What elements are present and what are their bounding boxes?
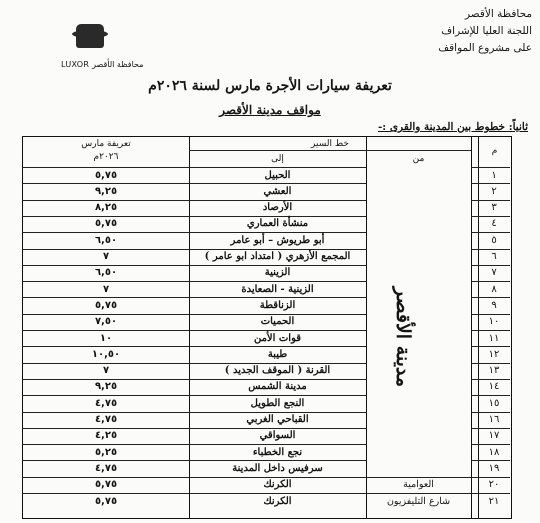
fare-cell: ٨,٢٥: [94, 202, 118, 214]
fare-year-header: ٢٠٢٦م: [93, 152, 119, 162]
row-number-cell: ١١: [488, 332, 500, 344]
fare-cell: ٤,٧٥: [94, 397, 118, 409]
row-number-cell: ١٣: [488, 365, 500, 377]
destination-cell: النجع الطويل: [250, 397, 305, 409]
destination-cell: نجع الخطباء: [252, 446, 303, 458]
destination-cell: مدينة الشمس: [248, 381, 307, 393]
destination-cell: القرنة ( الموقف الجديد ): [224, 365, 331, 377]
fare-cell: ٥,٧٥: [94, 495, 118, 507]
origin-cell: شارع التليفزيون: [386, 495, 451, 507]
row-number-cell: ١٨: [488, 446, 500, 458]
destination-cell: الحميات: [260, 316, 295, 328]
page-title: تعريفة سيارات الأجرة مارس لسنة ٢٠٢٦م: [148, 78, 392, 94]
fare-cell: ٤,٧٥: [94, 462, 118, 474]
destination-cell: العشي: [263, 185, 292, 197]
fare-cell: ٧: [102, 283, 110, 295]
row-number-cell: ٧: [491, 267, 497, 279]
fare-cell: ٧: [102, 251, 110, 262]
number-header: م: [491, 146, 498, 156]
governorate-logo: [30, 16, 144, 69]
logo-text: LUXOR محافظة الأقصر: [61, 60, 144, 69]
fare-cell: ٤,٧٥: [94, 414, 118, 425]
destination-cell: الأرصاد: [262, 202, 293, 214]
page-subtitle: مواقف مدينة الأقصر: [219, 103, 321, 117]
destination-cell: الكرنك: [263, 479, 292, 491]
row-number-cell: ٤: [491, 218, 497, 230]
fare-cell: ١٠: [99, 332, 113, 344]
row-number-cell: ٩: [491, 299, 497, 311]
row-number-cell: ٣: [491, 202, 497, 214]
section-heading: ثانياً: خطوط بين المدينة والقرى :-: [377, 121, 528, 133]
fare-cell: ٤,٢٥: [94, 430, 118, 442]
destination-cell: السواقي: [259, 430, 296, 442]
row-number-cell: ١٥: [488, 397, 500, 409]
row-number-cell: ٨: [491, 283, 497, 295]
destination-cell: الزينية: [264, 267, 291, 279]
table-divider: [366, 137, 367, 518]
row-number-cell: ٥: [491, 234, 497, 246]
city-label-text: مدينة الأقصر: [392, 286, 414, 388]
route-header: خط السير: [311, 139, 349, 149]
destination-cell: المجمع الأزهري ( امتداد ابو عامر ): [204, 251, 351, 262]
destination-cell: طيبة: [267, 348, 288, 360]
row-number-cell: ٢٠: [488, 479, 500, 491]
org-line: محافظة الأقصر: [464, 8, 532, 20]
header-divider: [189, 150, 471, 151]
row-number-cell: ١٢: [488, 348, 500, 360]
destination-cell: قوات الأمن: [253, 332, 302, 344]
row-number-cell: ١٤: [488, 381, 500, 393]
fare-cell: ٥,٧٥: [94, 479, 118, 491]
row-number-cell: ٢: [491, 185, 497, 197]
origin-cell: العوامية: [403, 479, 434, 491]
fare-header: تعريفة مارس: [81, 139, 131, 149]
org-line: على مشروع المواقف: [438, 42, 532, 54]
destination-cell: منشأة العماري: [246, 218, 309, 230]
row-number-cell: ١٠: [488, 316, 500, 328]
fare-cell: ٥,٧٥: [94, 169, 118, 181]
fare-cell: ١٠,٥٠: [91, 348, 121, 360]
fare-cell: ٥,٢٥: [94, 446, 118, 458]
destination-cell: أبو طريوش – أبو عامر: [230, 234, 325, 246]
fare-table: [22, 136, 512, 519]
fare-cell: ٩,٢٥: [94, 381, 118, 393]
org-line: اللجنة العليا للإشراف: [441, 25, 532, 37]
fare-cell: ٦,٥٠: [94, 267, 118, 279]
row-number-cell: ١٩: [488, 462, 500, 474]
fare-cell: ٥,٧٥: [94, 218, 118, 230]
destination-cell: القباحي الغربي: [246, 414, 309, 425]
city-label: [383, 237, 423, 437]
destination-cell: سرفيس داخل المدينة: [232, 462, 323, 474]
row-number-cell: ٦: [491, 251, 497, 262]
destination-cell: الزناقطة: [259, 299, 296, 311]
row-number-cell: ١: [491, 169, 497, 181]
organization-header: [392, 6, 532, 57]
temple-crown-icon: [76, 24, 104, 48]
destination-cell: الكرنك: [263, 495, 292, 507]
fare-cell: ٧,٥٠: [94, 316, 118, 328]
row-number-cell: ١٦: [488, 414, 500, 425]
from-header: من: [412, 154, 425, 164]
destination-cell: الحبيل: [264, 169, 291, 181]
to-header: إلى: [271, 154, 284, 164]
row-number-cell: ٢١: [488, 495, 500, 507]
fare-cell: ٦,٥٠: [94, 234, 118, 246]
fare-cell: ٧: [102, 365, 110, 377]
fare-cell: ٥,٧٥: [94, 299, 118, 311]
fare-cell: ٩,٢٥: [94, 185, 118, 197]
row-number-cell: ١٧: [488, 430, 500, 442]
destination-cell: الزينية - الصعايدة: [241, 283, 314, 295]
